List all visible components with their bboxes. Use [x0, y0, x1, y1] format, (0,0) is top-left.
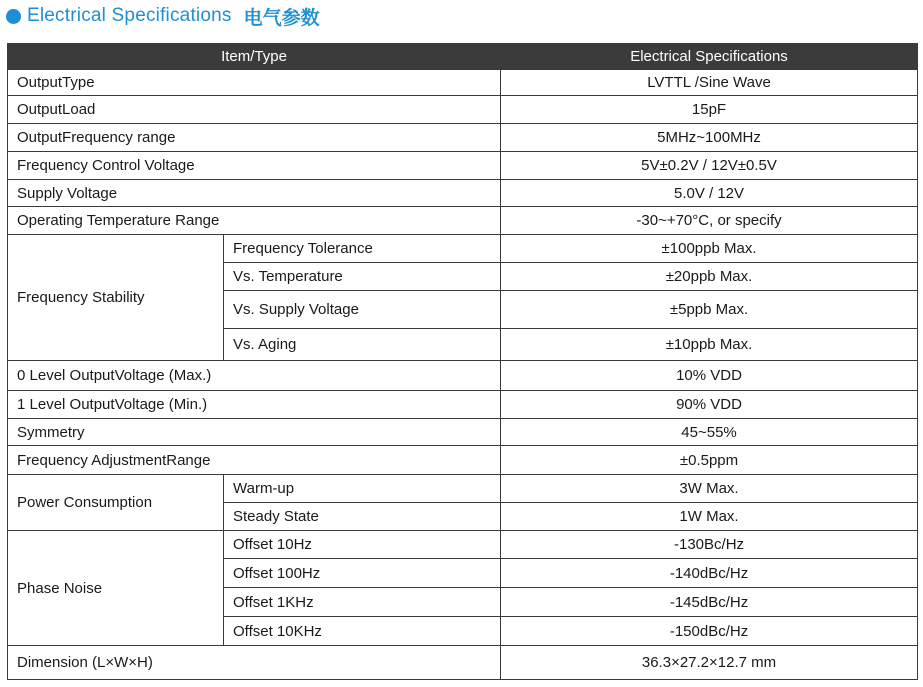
row-label-symmetry: Symmetry	[8, 419, 501, 446]
heading-title-english: Electrical Specifications	[27, 5, 232, 26]
sub-value-frequency-tolerance: ±100ppb Max.	[501, 235, 918, 263]
table-header-row	[8, 44, 918, 70]
row-value-0-level-output-voltage: 10% VDD	[501, 361, 918, 391]
sub-label-offset-10hz: Offset 10Hz	[224, 531, 501, 559]
row-value-output-load: 15pF	[501, 96, 918, 124]
row-label-1-level-output-voltage: 1 Level OutputVoltage (Min.)	[8, 391, 501, 419]
sub-label-offset-1khz: Offset 1KHz	[224, 588, 501, 617]
table-row	[8, 70, 918, 96]
row-label-frequency-control-voltage: Frequency Control Voltage	[8, 152, 501, 180]
sub-value-vs-supply-voltage: ±5ppb Max.	[501, 291, 918, 329]
table-row	[8, 235, 918, 263]
table-row	[8, 531, 918, 559]
row-label-output-type: OutputType	[8, 70, 501, 96]
row-value-output-type: LVTTL /Sine Wave	[501, 70, 918, 96]
section-heading	[6, 3, 320, 29]
row-value-frequency-control-voltage: 5V±0.2V / 12V±0.5V	[501, 152, 918, 180]
row-value-symmetry: 45~55%	[501, 419, 918, 446]
header-item-type: Item/Type	[8, 44, 501, 70]
sub-label-vs-temperature: Vs. Temperature	[224, 263, 501, 291]
sub-label-offset-100hz: Offset 100Hz	[224, 559, 501, 588]
electrical-spec-table	[7, 43, 918, 680]
row-label-output-load: OutputLoad	[8, 96, 501, 124]
sub-label-vs-aging: Vs. Aging	[224, 329, 501, 361]
sub-label-offset-10khz: Offset 10KHz	[224, 617, 501, 646]
table-row	[8, 152, 918, 180]
table-row	[8, 124, 918, 152]
sub-value-offset-100hz: -140dBc/Hz	[501, 559, 918, 588]
row-label-frequency-adjustment-range: Frequency AdjustmentRange	[8, 446, 501, 475]
sub-label-vs-supply-voltage: Vs. Supply Voltage	[224, 291, 501, 329]
row-label-0-level-output-voltage: 0 Level OutputVoltage (Max.)	[8, 361, 501, 391]
row-value-frequency-adjustment-range: ±0.5ppm	[501, 446, 918, 475]
table-row	[8, 446, 918, 475]
bullet-dot-icon	[6, 9, 21, 24]
sub-value-offset-10khz: -150dBc/Hz	[501, 617, 918, 646]
table-row	[8, 646, 918, 680]
table-row	[8, 180, 918, 207]
sub-value-steady-state: 1W Max.	[501, 503, 918, 531]
sub-label-steady-state: Steady State	[224, 503, 501, 531]
table-row	[8, 419, 918, 446]
sub-label-warm-up: Warm-up	[224, 475, 501, 503]
row-value-supply-voltage: 5.0V / 12V	[501, 180, 918, 207]
sub-value-vs-temperature: ±20ppb Max.	[501, 263, 918, 291]
row-label-dimension: Dimension (L×W×H)	[8, 646, 501, 680]
table-row	[8, 361, 918, 391]
row-label-operating-temperature-range: Operating Temperature Range	[8, 207, 501, 235]
row-label-power-consumption: Power Consumption	[8, 475, 224, 531]
row-label-frequency-stability: Frequency Stability	[8, 235, 224, 361]
sub-value-offset-1khz: -145dBc/Hz	[501, 588, 918, 617]
table-row	[8, 207, 918, 235]
sub-value-warm-up: 3W Max.	[501, 475, 918, 503]
row-value-1-level-output-voltage: 90% VDD	[501, 391, 918, 419]
row-value-output-frequency-range: 5MHz~100MHz	[501, 124, 918, 152]
row-label-supply-voltage: Supply Voltage	[8, 180, 501, 207]
sub-value-offset-10hz: -130Bc/Hz	[501, 531, 918, 559]
row-label-phase-noise: Phase Noise	[8, 531, 224, 646]
table-row	[8, 391, 918, 419]
heading-title-chinese: 电气参数	[243, 6, 320, 29]
table-row	[8, 475, 918, 503]
row-value-operating-temperature-range: -30~+70°C, or specify	[501, 207, 918, 235]
row-value-dimension: 36.3×27.2×12.7 mm	[501, 646, 918, 680]
header-electrical-specifications: Electrical Specifications	[501, 44, 918, 70]
table-row	[8, 96, 918, 124]
row-label-output-frequency-range: OutputFrequency range	[8, 124, 501, 152]
sub-value-vs-aging: ±10ppb Max.	[501, 329, 918, 361]
sub-label-frequency-tolerance: Frequency Tolerance	[224, 235, 501, 263]
